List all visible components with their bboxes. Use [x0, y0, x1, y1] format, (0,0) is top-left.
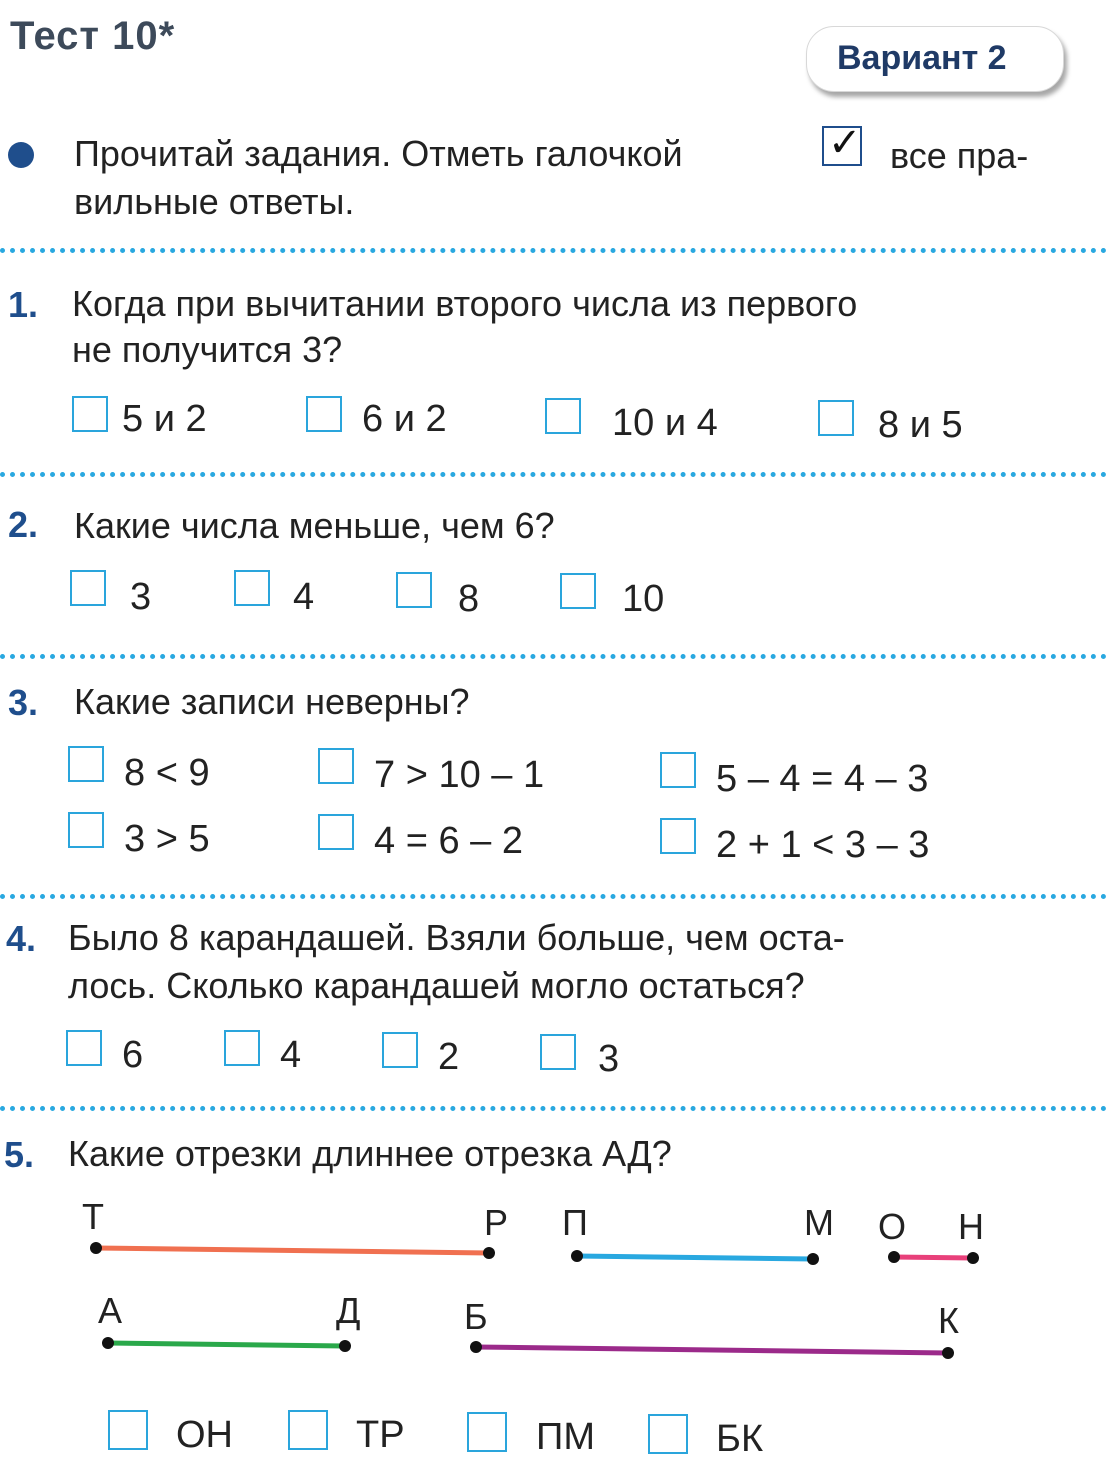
point-o — [888, 1251, 900, 1263]
answer-option: 3 — [598, 1038, 620, 1080]
question-1-line1: Когда при вычитании второго числа из первого — [72, 283, 858, 324]
answer-option: 4 — [280, 1034, 302, 1076]
point-label-o: О — [878, 1206, 907, 1247]
test-title: Тест 10* — [10, 14, 176, 58]
point-label-n: Н — [958, 1206, 984, 1247]
answer-option: ТР — [356, 1414, 405, 1456]
point-r — [483, 1247, 495, 1259]
point-label-k: К — [938, 1300, 959, 1341]
check-mark-icon: ✓ — [828, 121, 862, 165]
point-label-a: А — [98, 1290, 123, 1331]
answer-option: ПМ — [536, 1416, 595, 1458]
question-3-line1: Какие записи неверны? — [74, 681, 470, 722]
instruction-line1-end: все пра- — [890, 135, 1029, 176]
answer-option: ОН — [176, 1414, 233, 1456]
segment-on — [894, 1257, 973, 1258]
answer-option: 4 — [293, 576, 315, 618]
answer-option: 8 < 9 — [124, 752, 210, 794]
point-label-b: Б — [464, 1296, 488, 1337]
answer-option: 5 – 4 = 4 – 3 — [716, 758, 929, 800]
question-1-line2: не получится 3? — [72, 329, 343, 370]
segment-bk — [476, 1347, 948, 1353]
question-4-line2: лось. Сколько карандашей могло остаться? — [68, 965, 805, 1006]
answer-checkbox[interactable] — [648, 1414, 688, 1454]
point-t — [90, 1242, 102, 1254]
question-number: 2. — [8, 504, 39, 545]
answer-option: 10 и 4 — [612, 402, 718, 444]
answer-option: 5 и 2 — [122, 398, 207, 440]
segment-ad — [108, 1343, 345, 1346]
answer-option: 3 — [130, 576, 152, 618]
answer-checkbox[interactable] — [288, 1410, 328, 1450]
point-label-d: Д — [336, 1290, 361, 1331]
segment-pm — [577, 1256, 813, 1259]
answer-option: 10 — [622, 578, 665, 620]
answer-checkbox[interactable] — [467, 1412, 507, 1452]
point-label-m: М — [804, 1202, 834, 1243]
question-number: 5. — [4, 1134, 35, 1175]
point-label-t: Т — [82, 1196, 104, 1237]
question-5-line1: Какие отрезки длиннее отрезка АД? — [68, 1133, 672, 1174]
answer-option: 8 и 5 — [878, 404, 963, 446]
point-a — [102, 1337, 114, 1349]
question-4-line1: Было 8 карандашей. Взяли больше, чем оста- — [68, 917, 845, 958]
answer-option: 6 — [122, 1034, 144, 1076]
instruction-line1-start: Прочитай задания. Отметь галочкой — [74, 133, 683, 174]
point-d — [339, 1340, 351, 1352]
point-n — [967, 1252, 979, 1264]
question-number: 3. — [8, 682, 39, 723]
answer-option: 2 — [438, 1036, 460, 1078]
answer-option: 6 и 2 — [362, 398, 447, 440]
point-p — [571, 1250, 583, 1262]
answer-option: 8 — [458, 578, 480, 620]
segment-tr — [96, 1248, 489, 1253]
point-m — [807, 1253, 819, 1265]
answer-option: 2 + 1 < 3 – 3 — [716, 824, 930, 866]
answer-option: БК — [716, 1418, 764, 1460]
answer-checkbox[interactable] — [108, 1410, 148, 1450]
point-b — [470, 1341, 482, 1353]
answer-option: 3 > 5 — [124, 818, 210, 860]
answer-option: 4 = 6 – 2 — [374, 820, 523, 862]
answer-option: 7 > 10 – 1 — [374, 754, 545, 796]
instruction-line2: вильные ответы. — [74, 181, 355, 222]
point-label-r: Р — [484, 1202, 509, 1243]
question-number: 4. — [6, 918, 37, 959]
variant-label: Вариант 2 — [837, 39, 1007, 77]
question-2-line1: Какие числа меньше, чем 6? — [74, 505, 555, 546]
point-k — [942, 1347, 954, 1359]
point-label-p: П — [562, 1202, 588, 1243]
question-number: 1. — [8, 284, 39, 325]
